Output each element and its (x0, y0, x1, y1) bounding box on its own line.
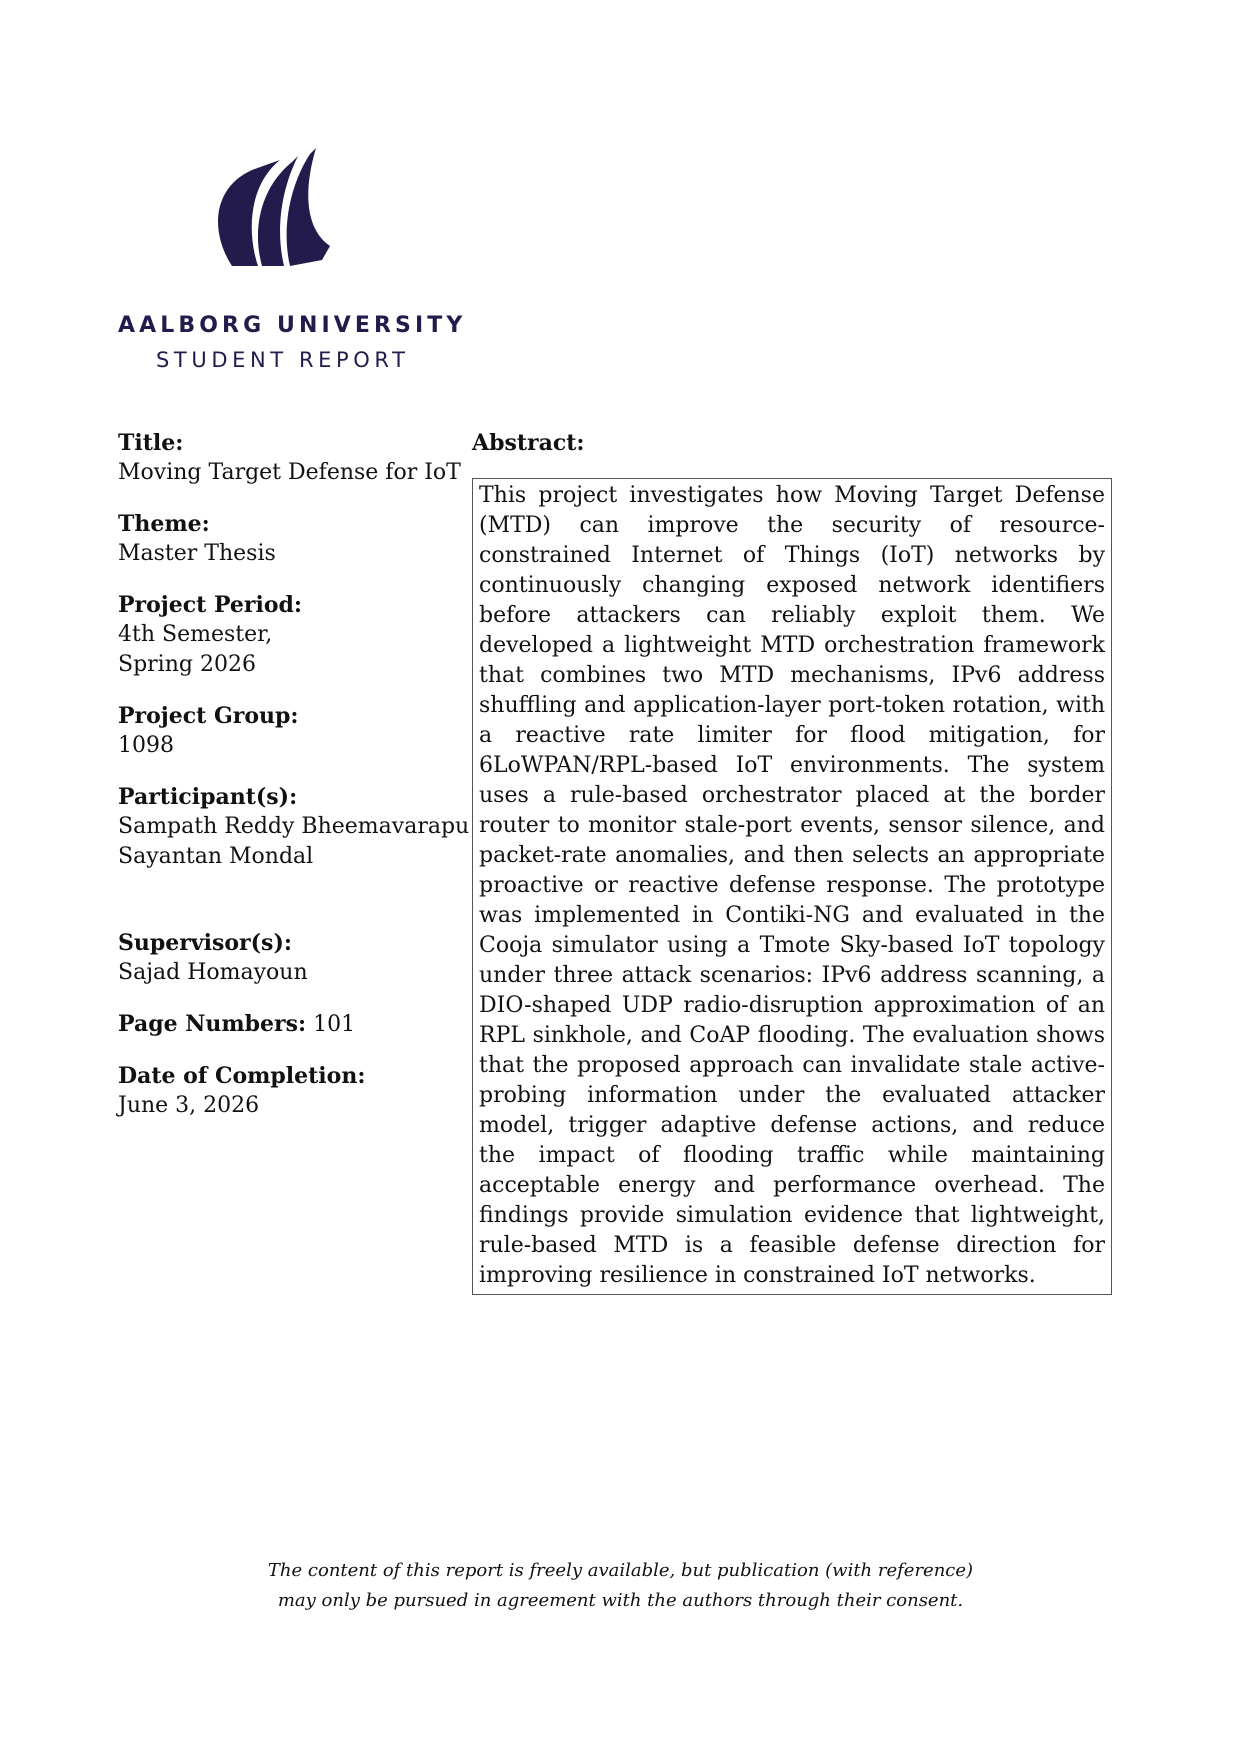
group-value: 1098 (118, 733, 174, 758)
abstract-label: Abstract: (472, 430, 585, 456)
period-label: Project Period: (118, 592, 303, 618)
group-field (118, 701, 463, 761)
title-value: Moving Target Defense for IoT (118, 460, 461, 485)
aalborg-university-waves-logo-icon (210, 148, 340, 278)
copyright-line1: The content of this report is freely available, but publication (with reference) (267, 1560, 974, 1581)
participants-label: Participant(s): (118, 784, 298, 810)
theme-value: Master Thesis (118, 541, 276, 566)
group-label: Project Group: (118, 703, 299, 729)
theme-field (118, 509, 463, 569)
title-field (118, 428, 463, 488)
supervisor-label: Supervisor(s): (118, 930, 292, 956)
title-label: Title: (118, 430, 184, 456)
supervisor-field (118, 928, 463, 988)
completion-label: Date of Completion: (118, 1063, 366, 1089)
theme-label: Theme: (118, 511, 210, 537)
copyright-notice (0, 1556, 1241, 1616)
pages-value: 101 (313, 1012, 356, 1037)
participant-name: Sampath Reddy Bheemavarapu (118, 814, 470, 839)
supervisor-value: Sajad Homayoun (118, 960, 308, 985)
university-name: AALBORG UNIVERSITY (118, 313, 467, 338)
participant-name: Sayantan Mondal (118, 844, 314, 869)
participants-field (118, 782, 470, 872)
report-type: STUDENT REPORT (156, 348, 410, 372)
copyright-line2: may only be pursued in agreement with the authors through their consent. (277, 1590, 964, 1611)
completion-value: June 3, 2026 (118, 1093, 260, 1118)
period-field (118, 590, 463, 680)
abstract-text: This project investigates how Moving Target Defense (MTD) can improve the security of resource-constrained Internet of Things (IoT) networks by continuously changing exposed network identifiers before attackers can reliably exploit them. We developed a lightweight MTD orchestration framework that combines two MTD mechanisms, IPv6 address shuffling and application-layer port-token rotation, with a reactive rate limiter for flood mitigation, for 6LoWPAN/RPL-based IoT environments. The system uses a rule-based orchestrator placed at the border router to monitor stale-port events, sensor silence, and packet-rate anomalies, and then selects an appropriate proactive or reactive defense response. The prototype was implemented in Contiki-NG and evaluated in the Cooja simulator using a Tmote Sky-based IoT topology under three attack scenarios: IPv6 address scanning, a DIO-shaped UDP radio-disruption approximation of an RPL sinkhole, and CoAP flooding. The evaluation shows that the proposed approach can invalidate stale active-probing information under the evaluated attacker model, trigger adaptive defense actions, and reduce the impact of flooding traffic while maintaining acceptable energy and performance overhead. The findings provide simulation evidence that lightweight, rule-based MTD is a feasible defense direction for improving resilience in constrained IoT networks. (472, 478, 1112, 1295)
period-value-line1: 4th Semester, (118, 622, 273, 647)
completion-field (118, 1061, 463, 1121)
pages-label: Page Numbers: (118, 1011, 307, 1037)
period-value-line2: Spring 2026 (118, 652, 256, 677)
pages-field (118, 1009, 463, 1040)
report-metadata (118, 428, 470, 1142)
